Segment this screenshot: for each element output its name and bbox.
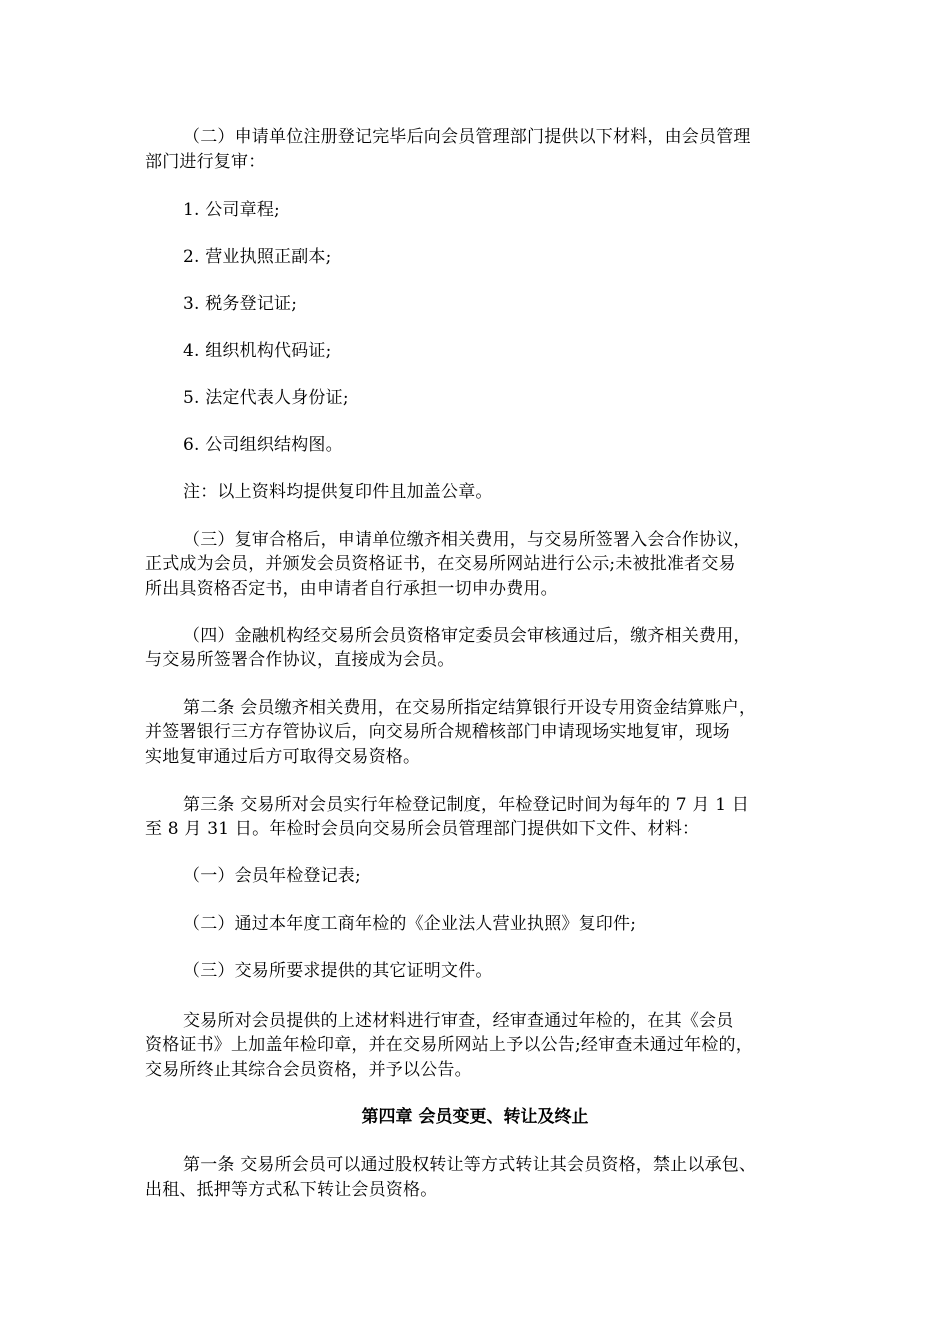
paragraph-line: 所出具资格否定书，由申请者自行承担一切申办费用。: [145, 579, 558, 599]
paragraph-line: 正式成为会员，并颁发会员资格证书，在交易所网站进行公示;未被批准者交易: [145, 554, 736, 574]
paragraph-line: 交易所终止其综合会员资格，并予以公告。: [145, 1060, 472, 1080]
list-item: （一）会员年检登记表;: [183, 866, 361, 886]
paragraph-line: 部门进行复审：: [145, 152, 266, 172]
paragraph-line: 资格证书》上加盖年检印章，并在交易所网站上予以公告;经审查未通过年检的，: [145, 1035, 753, 1055]
paragraph-line: 与交易所签署合作协议，直接成为会员。: [145, 650, 455, 670]
list-item: （二）通过本年度工商年检的《企业法人营业执照》复印件;: [183, 914, 637, 934]
list-item: （三）交易所要求提供的其它证明文件。: [183, 961, 493, 981]
list-item: 3. 税务登记证;: [183, 294, 298, 314]
note-text: 注：以上资料均提供复印件且加盖公章。: [183, 482, 493, 502]
list-item: 2. 营业执照正副本;: [183, 247, 332, 267]
list-item: 4. 组织机构代码证;: [183, 341, 332, 361]
paragraph-line: （二）申请单位注册登记完毕后向会员管理部门提供以下材料，由会员管理: [183, 127, 751, 147]
list-item: 6. 公司组织结构图。: [183, 435, 343, 455]
paragraph-line: 第三条 交易所对会员实行年检登记制度，年检登记时间为每年的 7 月 1 日: [183, 795, 750, 815]
paragraph-line: （四）金融机构经交易所会员资格审定委员会审核通过后，缴齐相关费用，: [183, 626, 751, 646]
paragraph-line: 并签署银行三方存管协议后，向交易所合规稽核部门申请现场实地复审，现场: [145, 722, 730, 742]
list-item: 5. 法定代表人身份证;: [183, 388, 349, 408]
list-item: 1. 公司章程;: [183, 200, 280, 220]
paragraph-line: 至 8 月 31 日。年检时会员向交易所会员管理部门提供如下文件、材料：: [145, 819, 700, 839]
paragraph-line: 出租、抵押等方式私下转让会员资格。: [145, 1180, 438, 1200]
chapter-title: 第四章 会员变更、转让及终止: [361, 1107, 589, 1127]
paragraph-line: 第二条 会员缴齐相关费用，在交易所指定结算银行开设专用资金结算账户，: [183, 698, 757, 718]
paragraph-line: 交易所对会员提供的上述材料进行审查，经审查通过年检的，在其《会员: [183, 1011, 734, 1031]
paragraph-line: 实地复审通过后方可取得交易资格。: [145, 747, 421, 767]
paragraph-line: 第一条 交易所会员可以通过股权转让等方式转让其会员资格，禁止以承包、: [183, 1155, 757, 1175]
paragraph-line: （三）复审合格后，申请单位缴齐相关费用，与交易所签署入会合作协议，: [183, 530, 751, 550]
